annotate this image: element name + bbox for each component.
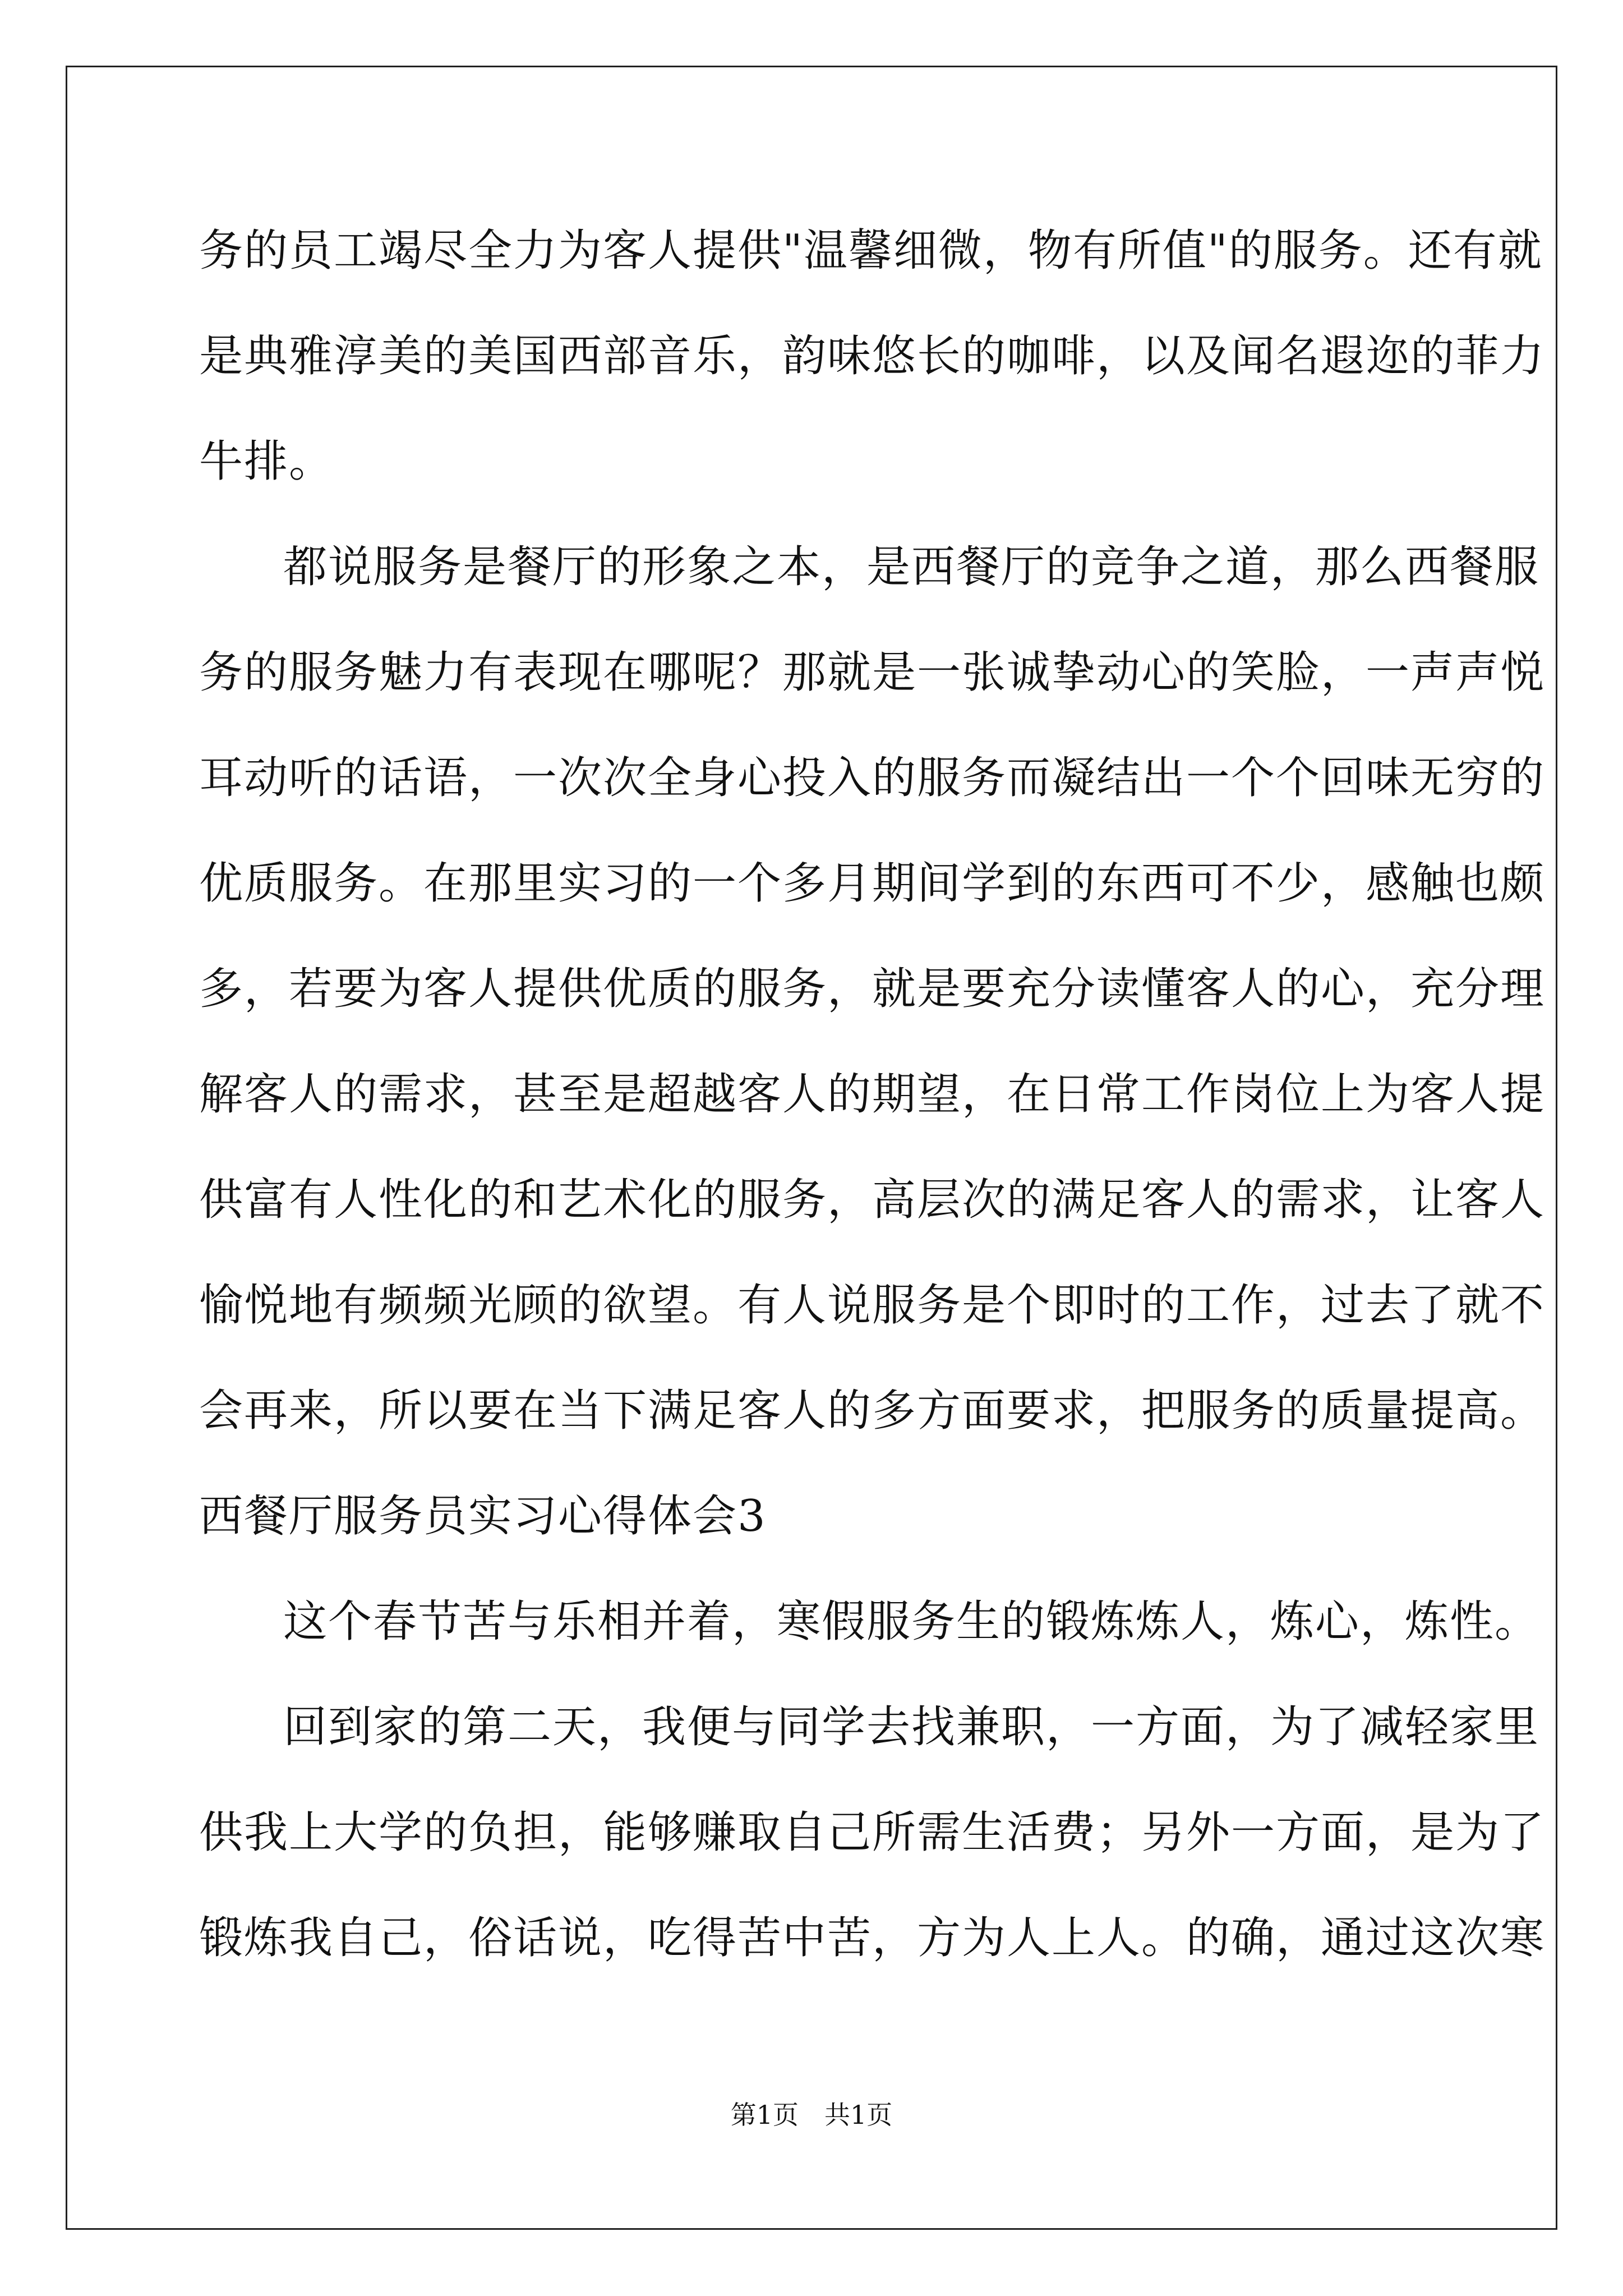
- text-line: 优质服务。在那里实习的一个多月期间学到的东西可不少，感触也颇: [199, 858, 1546, 909]
- text-line: 西餐厅服务员实习心得体会3: [199, 1491, 767, 1542]
- page-footer: [0, 2098, 1623, 2132]
- text-line: 供富有人性化的和艺术化的服务，高层次的满足客人的需求，让客人: [199, 1175, 1546, 1225]
- text-line: 解客人的需求，甚至是超越客人的期望，在日常工作岗位上为客人提: [199, 1069, 1546, 1120]
- text-line: 都说服务是餐厅的形象之本，是西餐厅的竞争之道，那么西餐服: [283, 542, 1540, 592]
- text-line: 会再来，所以要在当下满足客人的多方面要求，把服务的质量提高。: [199, 1386, 1546, 1436]
- text-line: 供我上大学的负担，能够赚取自己所需生活费；另外一方面，是为了: [199, 1807, 1546, 1858]
- document-body: [199, 217, 1546, 2010]
- text-line: 锻炼我自己，俗话说，吃得苦中苦，方为人上人。的确，通过这次寒: [199, 1913, 1546, 1963]
- text-line: 牛排。: [199, 436, 334, 487]
- text-line: 这个春节苦与乐相并着，寒假服务生的锻炼炼人，炼心，炼性。: [283, 1596, 1540, 1647]
- text-line: 回到家的第二天，我便与同学去找兼职，一方面，为了减轻家里: [283, 1702, 1540, 1752]
- text-line: 务的员工竭尽全力为客人提供"温馨细微，物有所值"的服务。还有就: [199, 226, 1543, 276]
- text-line: 多，若要为客人提供优质的服务，就是要充分读懂客人的心，充分理: [199, 964, 1546, 1014]
- text-line: 务的服务魅力有表现在哪呢？那就是一张诚挚动心的笑脸，一声声悦: [199, 647, 1546, 698]
- page-number-label: 第1页 共1页: [730, 2100, 893, 2130]
- text-line: 是典雅淳美的美国西部音乐，韵味悠长的咖啡，以及闻名遐迩的菲力: [199, 331, 1546, 381]
- text-line: 耳动听的话语，一次次全身心投入的服务而凝结出一个个回味无穷的: [199, 753, 1546, 803]
- text-line: 愉悦地有频频光顾的欲望。有人说服务是个即时的工作，过去了就不: [199, 1280, 1546, 1331]
